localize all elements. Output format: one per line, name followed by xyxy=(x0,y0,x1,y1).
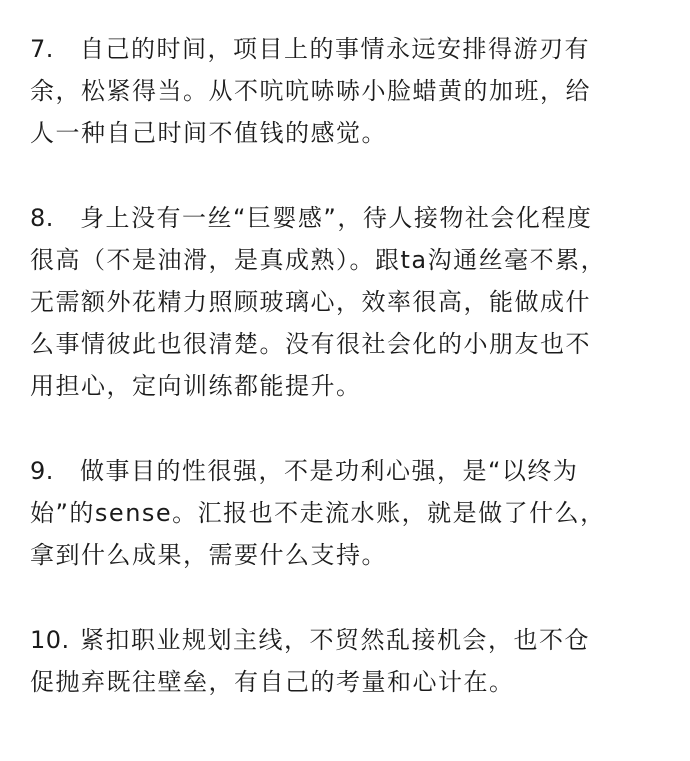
item-line-text: 做事目的性很强，不是功利心强，是“以终为 xyxy=(80,457,579,485)
item-number: 8. xyxy=(30,204,54,232)
item-text xyxy=(30,28,662,154)
item-line: 很高（不是油滑，是真成熟）。跟ta沟通丝毫不累， xyxy=(30,246,607,274)
item-line: 拿到什么成果，需要什么支持。 xyxy=(30,541,387,569)
item-line-text: 紧扣职业规划主线，不贸然乱接机会，也不仓 xyxy=(80,626,590,654)
item-line xyxy=(30,28,662,70)
paragraph-gap xyxy=(30,576,662,619)
item-line: 用担心，定向训练都能提升。 xyxy=(30,372,362,400)
item-number: 9. xyxy=(30,457,54,485)
list-item-7 xyxy=(30,28,662,154)
item-line: 始”的sense。汇报也不走流水账，就是做了什么， xyxy=(30,499,606,527)
item-line xyxy=(30,197,662,239)
item-line: 促抛弃既往壁垒，有自己的考量和心计在。 xyxy=(30,668,515,696)
item-line xyxy=(30,619,662,661)
item-number: 7. xyxy=(30,35,54,63)
item-line: 余，松紧得当。从不吭吭哧哧小脸蜡黄的加班，给 xyxy=(30,77,591,105)
item-line-text: 自己的时间，项目上的事情永远安排得游刃有 xyxy=(80,35,590,63)
item-line-text: 身上没有一丝“巨婴感”，待人接物社会化程度 xyxy=(80,204,593,232)
paragraph-gap xyxy=(30,407,662,450)
item-text xyxy=(30,197,662,407)
paragraph-gap xyxy=(30,154,662,197)
list-item-10 xyxy=(30,619,662,703)
item-line xyxy=(30,450,662,492)
item-line: 无需额外花精力照顾玻璃心，效率很高，能做成什 xyxy=(30,288,591,316)
item-text xyxy=(30,619,662,703)
item-text xyxy=(30,450,662,576)
list-item-8 xyxy=(30,197,662,407)
article-body xyxy=(30,28,662,703)
item-line: 人一种自己时间不值钱的感觉。 xyxy=(30,119,387,147)
item-number: 10. xyxy=(30,626,70,654)
list-item-9 xyxy=(30,450,662,576)
item-line: 么事情彼此也很清楚。没有很社会化的小朋友也不 xyxy=(30,330,591,358)
